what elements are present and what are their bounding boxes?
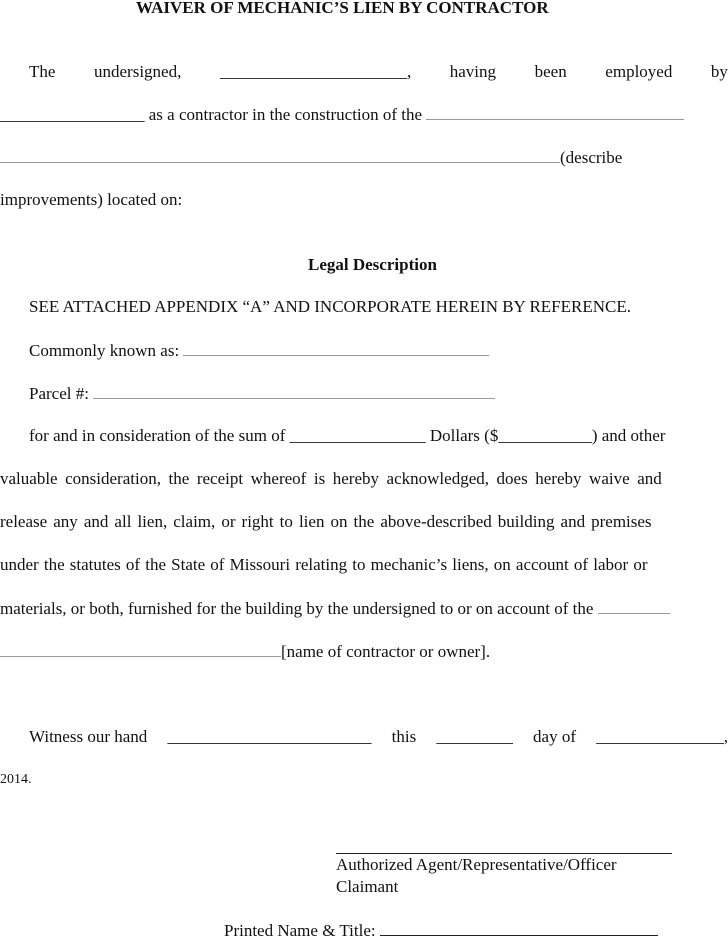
witness-text: Witness our hand (29, 727, 148, 746)
construction-blank[interactable] (426, 104, 684, 120)
intro-line-1 (29, 62, 728, 82)
intro-line-2 (0, 104, 684, 125)
contractor-owner-blank[interactable] (0, 641, 281, 657)
sum-amount-blank[interactable]: ___________ (498, 426, 592, 445)
intro-word-employed: employed (605, 62, 673, 81)
witness-hand-blank[interactable]: ________________________ (167, 727, 372, 746)
commonly-known-field[interactable] (183, 340, 489, 356)
intro-word-undersigned: undersigned, (94, 62, 182, 81)
account-of-blank[interactable] (598, 598, 670, 614)
parcel-row (29, 383, 495, 404)
appendix-reference: SEE ATTACHED APPENDIX “A” AND INCORPORATE HEREIN BY REFERENCE. (29, 297, 631, 316)
consideration-line-5 (0, 598, 670, 619)
employer-blank[interactable]: _________________ (0, 105, 145, 124)
witness-month-blank[interactable]: _______________, (596, 727, 728, 746)
printed-name-field[interactable] (380, 920, 658, 936)
intro-word-been: been (534, 62, 567, 81)
parcel-field[interactable] (93, 383, 495, 399)
improvements-blank[interactable] (0, 147, 560, 163)
legal-description-heading: Legal Description (308, 255, 437, 274)
document-title: WAIVER OF MECHANIC’S LIEN BY CONTRACTOR (136, 0, 549, 17)
witness-line (29, 727, 728, 747)
intro-line-4: improvements) located on: (0, 190, 183, 209)
consideration-line-6 (0, 641, 490, 662)
contractor-name-blank[interactable]: ______________________, (219, 62, 412, 81)
sum-words-blank[interactable]: ________________ (289, 426, 426, 445)
printed-name-label: Printed Name & Title: (224, 921, 380, 940)
materials-text: materials, or both, furnished for the building by the undersigned to or on account of the (0, 599, 598, 618)
consideration-line-1 (29, 426, 665, 446)
describe-text: (describe (560, 148, 623, 167)
commonly-known-row (29, 340, 489, 361)
parcel-label: Parcel #: (29, 384, 94, 403)
intro-line-3 (0, 147, 622, 168)
signature-line[interactable] (336, 853, 672, 854)
witness-day-blank[interactable]: _________ (436, 727, 513, 746)
contractor-owner-text: [name of contractor or owner]. (281, 642, 491, 661)
intro-word-by: by (710, 62, 728, 81)
commonly-known-label: Commonly known as: (29, 341, 184, 360)
signature-agent-label: Authorized Agent/Representative/Officer (336, 855, 617, 874)
consideration-line-3: release any and all lien, claim, or right to lien on the above-described building and premises (0, 512, 652, 531)
consideration-line-4: under the statutes of the State of Missouri relating to mechanic’s liens, on account of labor or (0, 555, 648, 574)
witness-this-text: this (391, 727, 417, 746)
consideration-line-2: valuable consideration, the receipt whereof is hereby acknowledged, does hereby waive and (0, 469, 662, 488)
and-other-text: ) and other (591, 426, 666, 445)
witness-year: 2014. (0, 772, 32, 787)
dollars-text: Dollars ($ (425, 426, 499, 445)
intro-word-the: The (29, 62, 56, 81)
contractor-text: as a contractor in the construction of the (144, 105, 427, 124)
witness-day-of-text: day of (533, 727, 577, 746)
signature-claimant-label: Claimant (336, 877, 399, 896)
consideration-text: for and in consideration of the sum of (29, 426, 290, 445)
intro-word-having: having (449, 62, 497, 81)
